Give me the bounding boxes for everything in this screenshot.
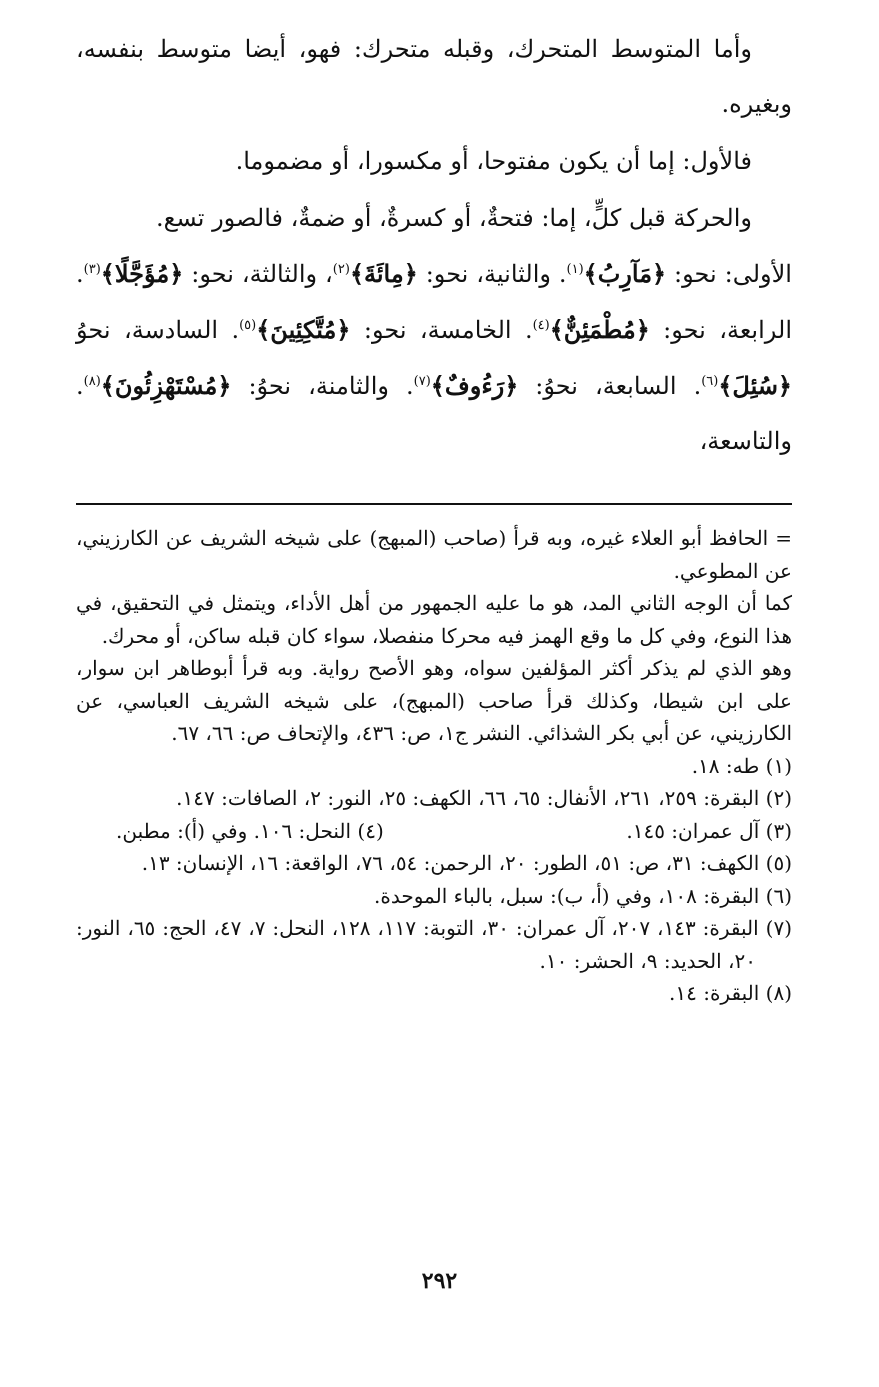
paragraph-2: فالأول: إما أن يكون مفتوحا، أو مكسورا، أو مضموما.	[235, 147, 752, 175]
footnote-ref[interactable]: (٧)	[413, 374, 431, 389]
footnote-5: (٥) الكهف: ٣١، ص: ٥١، الطور: ٢٠، الرحمن: ٥٤، ٧٦، الواقعة: ١٦، الإنسان: ١٣.	[141, 851, 792, 875]
quran-word: ﴿مَآرِبُ﴾	[583, 259, 667, 288]
paragraph-3: والحركة قبل كلٍّ، إما: فتحةٌ، أو كسرةٌ، أو ضمةٌ، فالصور تسع.	[155, 204, 752, 232]
quran-word: ﴿سُئِلَ﴾	[718, 371, 792, 400]
text-segment: . والثامنة، نحوُ:	[231, 372, 414, 400]
footnote-continuation-3: وهو الذي لم يذكر أكثر المؤلفين سواه، وهو الأصح رواية. وبه قرأ أبوطاهر ابن سوار، على ابن شيطا، وكذلك قرأ صاحب (المبهج)، على شيخه الشريف العباسي، عن الكارزيني، عن أبي بكر الشذائي. النشر ج١، ص: ٤٣٦، والإتحاف ص: ٦٦، ٦٧.	[76, 656, 792, 745]
footnote-divider	[76, 503, 792, 505]
footnote-8: (٨) البقرة: ١٤.	[669, 981, 792, 1005]
footnotes	[76, 522, 792, 1010]
page	[76, 22, 792, 1005]
quran-word: ﴿مُسْتَهْزِئُونَ﴾	[100, 371, 232, 400]
text-segment: . الخامسة، نحو:	[350, 316, 533, 344]
text-segment: . الرابعة، نحو:	[76, 260, 792, 344]
footnote-3: (٣) آل عمران: ١٤٥.	[626, 818, 792, 843]
main-text	[76, 22, 792, 469]
text-segment: . السابعة، نحوُ:	[518, 372, 702, 400]
quran-word: ﴿مُطْمَئِنٌّ﴾	[549, 315, 650, 344]
footnote-6: (٦) البقرة: ١٠٨، وفي (أ، ب): سبل، بالباء الموحدة.	[374, 883, 792, 908]
quran-word: ﴿مِائَةَ﴾	[349, 259, 418, 288]
footnote-1: (١) طه: ١٨.	[691, 753, 792, 778]
text-segment: ، والثالثة، نحو:	[183, 260, 333, 288]
quran-word: ﴿رَءُوفٌ﴾	[430, 371, 519, 400]
footnote-ref[interactable]: (٦)	[701, 374, 719, 389]
page-number: ٢٩٢	[421, 1268, 458, 1294]
paragraph-1: وأما المتوسط المتحرك، وقبله متحرك: فهو، أيضا متوسط بنفسه، وبغيره.	[76, 35, 792, 118]
footnote-ref[interactable]: (٤)	[532, 318, 550, 333]
footnote-ref[interactable]: (٣)	[83, 262, 101, 277]
text-segment: . السادسة، نحوُ	[76, 316, 240, 344]
text-segment: الأولى: نحو:	[666, 260, 792, 288]
text-segment: . والتاسعة،	[76, 372, 792, 455]
footnote-ref[interactable]: (٢)	[332, 262, 350, 277]
footnote-continuation-1: = الحافظ أبو العلاء غيره، وبه قرأ (صاحب (المبهج) على شيخه الشريف عن الكارزيني، عن المطوعي.	[76, 526, 792, 583]
footnote-ref[interactable]: (٥)	[239, 318, 257, 333]
text-segment: . والثانية، نحو:	[417, 260, 567, 288]
footnote-7: (٧) البقرة: ١٤٣، ٢٠٧، آل عمران: ٣٠، التوبة: ١١٧، ١٢٨، النحل: ٧، ٤٧، الحج: ٦٥، النور: ٢٠، الحديد: ٩، الحشر: ١٠.	[76, 916, 792, 973]
footnote-ref[interactable]: (٨)	[83, 374, 101, 389]
footnote-4: (٤) النحل: ١٠٦. وفي (أ): مطبن.	[116, 818, 384, 843]
footnote-ref[interactable]: (١)	[566, 262, 584, 277]
footnote-2: (٢) البقرة: ٢٥٩، ٢٦١، الأنفال: ٦٥، ٦٦، الكهف: ٢٥، النور: ٢، الصافات: ١٤٧.	[176, 786, 792, 810]
footnote-continuation-2: كما أن الوجه الثاني المد، هو ما عليه الجمهور من أهل الأداء، ويتمثل في التحقيق، في هذا النوع، وفي كل ما وقع الهمز فيه محركا منفصلا، سواء كان قبله ساكن، أو محرك.	[76, 591, 792, 648]
paragraph-4	[76, 246, 792, 469]
quran-word: ﴿مُتَّكِئِينَ﴾	[256, 315, 351, 344]
quran-word: ﴿مُؤَجَّلًا﴾	[100, 259, 184, 288]
footnote-row-3-4	[76, 815, 792, 848]
